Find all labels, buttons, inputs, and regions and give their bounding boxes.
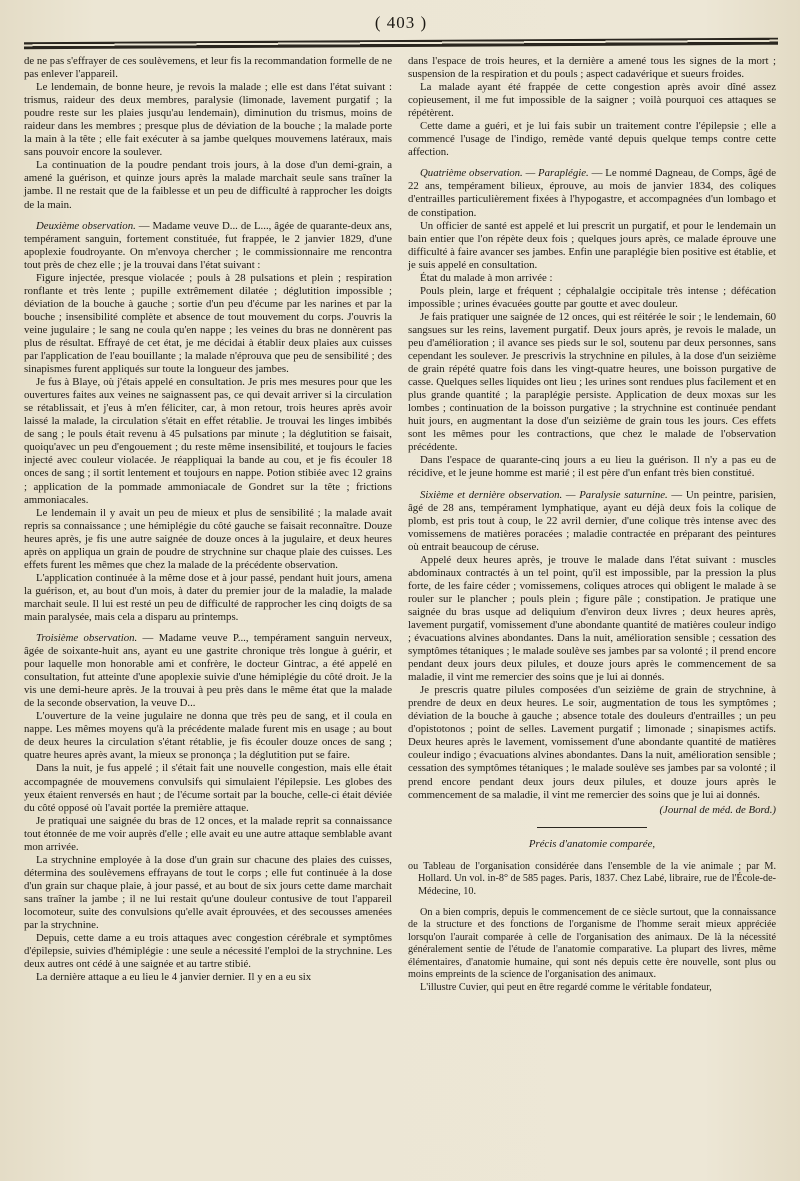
- paragraph: État du malade à mon arrivée :: [420, 271, 553, 284]
- journal-reference: (Journal de méd. de Bord.): [659, 803, 776, 816]
- paragraph: La continuation de la poudre pendant trois jours, à la dose d'un demi-grain, a amené la guérison, et quinze jours après la malade marchait seule sans traîner la jambe. Il ne restait que de la faiblesse et un peu de difficulté à rapprocher les doigts de la main.: [24, 159, 392, 211]
- paragraph: L'application continuée à la même dose et à jour passé, pendant huit jours, amena la guérison, et, au bout d'un mois, à dater du premier jour de la maladie, la malade marchait seule. Il lui est resté un peu de difficulté de rapprocher les cinq doigts de sa main paralysée, mais cela a disparu au printemps.: [24, 571, 392, 623]
- page-number: ( 403 ): [374, 13, 428, 32]
- paragraph: Cette dame a guéri, et je lui fais subir un traitement contre l'épilepsie ; elle a commencé l'usage de l'indigo, remède vanté depuis quelque temps contre cette affection.: [408, 120, 776, 159]
- observation-text: — Un peintre, parisien, âgé de 28 ans, tempérament lymphatique, ayant eu déjà deux fois la colique de plomb, est pris tout à coup, le 22 avril dernier, d'une colique très intense avec des vomissemens de matières poracées ; maladie contractée en préparant des peintures où entrait beaucoup de céruse.: [408, 488, 776, 553]
- book-review: [408, 861, 776, 995]
- paragraph: On a bien compris, depuis le commencement de ce siècle surtout, que la connaissance de la structure et des fonctions de l'organisme de l'homme serait mieux appréciée lorsqu'on l'aurait comparée à celle de l'organisation des animaux. De là la nécessité généralement sentie de l'étude de l'anatomie comparative. La plupart des livres, même élémentaires, d'anatomie humaine, qui sont nés depuis cette ère nouvelle, sont plus ou moins empreints de la science de l'organisation des animaux.: [408, 906, 776, 981]
- paragraph: Dans la nuit, je fus appelé ; il s'était fait une nouvelle congestion, mais elle était accompagnée de mouvemens convulsifs qui simulaient l'épilepsie. Les globes des yeux étaient renversés en haut ; de l'écume sortait par la bouche, celle-ci était déviée du côté opposé où l'avait portée la première attaque.: [24, 762, 392, 814]
- observation-3: [24, 632, 392, 710]
- paragraph: La strychnine employée à la dose d'un grain sur chacune des plaies des cuisses, détermina des soulèvemens effrayans de tout le corps ; elle fut continuée à la dose d'un grain sur chaque plaie, à jour passé, et au bout de six jours cette dame marchait sans traîner la jambe ; il ne lui restait qu'une douleur contusive de tout l'appareil locomoteur, suite des convulsions qu'elle avait éprouvées, et des secousses amenées par la strychnine.: [24, 853, 392, 932]
- paragraph: Dans l'espace de quarante-cinq jours a eu lieu la guérison. Il n'y a pas eu de récidive, et le jeune homme est marié ; il est père d'un enfant très bien constitué.: [408, 454, 776, 480]
- observation-text: — Le nommé Dagneau, de Comps, âgé de 22 ans, tempérament bilieux, éprouve, au mois de janvier 1834, des coliques d'entrailles particulièrement fixées à l'hypogastre, et accompagnées d'un lombago et de constipation.: [408, 167, 776, 219]
- paragraph: Je fais pratiquer une saignée de 12 onces, qui est réitérée le soir ; le lendemain, 60 sangsues sur les reins, lavement purgatif. Deux jours après, je revois le malade, un peu d'amélioration ; il avance ses pieds sur le sol, soutenu par deux personnes, sans cependant les soulever. Je prescrivis la strychnine en pilules, à la dose d'un seizième de grain répété quatre fois dans les vingt-quatre heures, une boisson purgative de casse. Quelques selles liquides ont lieu ; les urines sont rendues plus facilement et en plus grande quantité ; la paraplégie persiste. Application de deux moxas sur les lombes ; continuation de la boisson purgative ; la strychnine est continuée pendant huit jours, en augmentant la dose d'un seizième de grain tous les jours. Ces effets sont les mêmes pour les contractions, que chez le malade de l'observation précédente.: [408, 310, 776, 454]
- paragraph: Appelé deux heures après, je trouve le malade dans l'état suivant : muscles abdominaux contractés à un tel point, qu'il est impossible, par la pression la plus forte, de les faire céder ; vomissemens, coliques atroces qui obligent le malade à se rouler sur le plancher ; pouls plein ; figure pâle ; constipation. Je pratique une saignée du bras usque ad deliquium d'environ deux livres ; deux heures après, lavement purgatif, vomissement d'une abondante quantité de matières couleur indigo ; évacuations alvines abondantes. Dans la nuit, amélioration sensible ; cessation des symptômes tétaniques ; le malade soulève ses jambes par sa volonté ; il prend encore pendant deux jours deux pilules, et douze jours après le commencement de sa maladie, il vint me remercier des soins que je lui ai donnés.: [408, 553, 776, 684]
- paragraph: Pouls plein, large et fréquent ; céphalalgie occipitale très intense ; défécation impossible ; urines évacuées goutte par goutte et avec douleur.: [408, 284, 776, 310]
- right-column: [408, 55, 776, 995]
- paragraph: Le lendemain, de bonne heure, je revois la malade ; elle est dans l'état suivant : trismus, raideur des deux membres, paralysie (limonade, lavement purgatif ; la poudre reste sur les plaies jusqu'au lendemain), diminution du trismus, moins de raideur dans les membres ; presque plus de déviation de la bouche ; la malade porte la main à la tête ; elle fait exécuter à sa jambe quelques mouvemens latéraux, mais sans pouvoir encore la soulever.: [24, 81, 392, 159]
- paragraph: L'illustre Cuvier, qui peut en être regardé comme le véritable fondateur,: [420, 982, 712, 994]
- observation-title: Sixième et dernière observation. — Paralysie saturnine.: [420, 488, 668, 501]
- observation-text: — Madame veuve P..., tempérament sanguin nerveux, âgée de soixante-huit ans, ayant eu une gastrite chronique très longue à guérir, et pour laquelle mon honorable ami et confrère, le docteur Gintrac, a été appelé en consultation, fut atteinte d'une apoplexie suivie d'une hémiplégie du côté droit. Je la vis une demi-heure après. Je la trouvai à peu près dans le même état que la malade de la seconde observation, la veuve D...: [24, 632, 392, 710]
- paragraph: La dernière attaque a eu lieu le 4 janvier dernier. Il y en a eu six: [36, 971, 312, 984]
- left-column: [24, 55, 392, 995]
- paragraph: Je pratiquai une saignée du bras de 12 onces, et la malade reprit sa connaissance tout étonnée de me voir auprès d'elle ; elle avait eu une autre attaque semblable avant mon arrivée.: [24, 814, 392, 853]
- paragraph: Depuis, cette dame a eu trois attaques avec congestion cérébrale et symptômes d'épilepsie, suivies d'hémiplégie : une seule a nécessité l'emploi de la strychnine. Les deux autres ont cédé à une saignée et au tartre stibié.: [24, 932, 392, 971]
- observation-2: [24, 220, 392, 272]
- observation-title: Troisième observation.: [36, 632, 138, 645]
- book-reference: ou Tableau de l'organisation considérée dans l'ensemble de la vie animale ; par M. Hollard. Un vol. in-8° de 585 pages. Paris, 1837. Chez Labé, libraire, rue de l'École-de-Médecine, 10.: [408, 860, 776, 897]
- paragraph: Figure injectée, presque violacée ; pouls à 28 pulsations et plein ; respiration ronflante et très lente ; pupille extrêmement dilatée ; déglutition impossible ; déviation de la bouche à gauche ; sortie d'un peu d'écume par les narines et par la bouche ; insensibilité complète et absence de tout mouvement du corps. J'ouvris la veine jugulaire ; le sang ne coula qu'en nappe ; les veines du bras ne donnèrent pas plus de résultat. Effrayé de cet état, je me décidai à établir deux plaies aux cuisses par l'application de l'eau bouillante ; la malade n'éprouva que peu de sensibilité ; des sinapismes furent appliqués sur toute la longueur des jambes.: [24, 271, 392, 376]
- paragraph: La malade ayant été frappée de cette congestion après avoir dîné assez copieusement, il me fut impossible de la saigner ; voilà pourquoi ces attaques se répétèrent.: [408, 81, 776, 120]
- section-divider: [537, 827, 647, 828]
- observation-title: Quatrième observation. — Paraplégie.: [420, 167, 589, 180]
- observation-title: Deuxième observation.: [36, 219, 136, 232]
- paragraph: Le lendemain il y avait un peu de mieux et plus de sensibilité ; la malade avait repris sa connaissance ; une hémiplégie du côté gauche se faisait reconnaître. Douze heures après, je fis une autre saignée de douze onces à la jugulaire, et deux heures après on appliqua un grain de poudre de strychnine sur chaque plaie des cuisses. Les effets furent les mêmes que chez la malade de la précédente observation.: [24, 506, 392, 571]
- paragraph: de ne pas s'effrayer de ces soulèvemens, et leur fis la recommandation formelle de ne pas enlever l'appareil.: [24, 55, 392, 81]
- paragraph: dans l'espace de trois heures, et la dernière a amené tous les signes de la mort ; suspension de la respiration et du pouls ; aspect cadavérique et sueurs froides.: [408, 55, 776, 81]
- section-title: Précis d'anatomie comparée,: [528, 837, 656, 850]
- paragraph: L'ouverture de la veine jugulaire ne donna que très peu de sang, et il coula en nappe. Les mêmes moyens qu'à la précédente malade furent mis en usage ; au bout de deux heures la circulation s'étant rétablie, je fis écouler douze onces de sang ; quatre heures après avant, la mieux se prononça ; la déglutition put se faire.: [24, 710, 392, 762]
- paragraph: Je prescris quatre pilules composées d'un seizième de grain de strychnine, à prendre de deux en deux heures. Le soir, augmentation de tous les symptômes ; déviation de la bouche à gauche ; absence totale des douleurs d'entrailles ; un peu d'opistotonos ; point de selles. Lavement purgatif ; limonade ; sinapismes actifs. Deux heures après le lavement, vomissement d'une abondante quantité de matières couleur indigo ; évacuations alvines abondantes. Dans la nuit, amélioration sensible ; cessation des symptômes tétaniques ; le malade soulève ses jambes par sa volonté ; il prend encore pendant deux jours deux pilules, et douze jours après le commencement de sa maladie, il vint me remercier des soins que je lui ai donnés.: [408, 684, 776, 801]
- header-rule: [24, 38, 778, 50]
- observation-text: — Madame veuve D... de L..., âgée de quarante-deux ans, tempérament sanguin, fortement constituée, fut frappée, le 2 janvier 1829, d'une apoplexie foudroyante. On m'envoya chercher ; le commissionnaire me rencontra tout près de chez elle ; je la trouvai dans l'état suivant :: [24, 219, 392, 271]
- two-column-body: [24, 55, 778, 995]
- observation-4: [408, 167, 776, 219]
- paragraph: Un officier de santé est appelé et lui prescrit un purgatif, et pour le lendemain un bain entier que l'on répète deux fois ; quelques jours après, ce malade éprouve une difficulté à faire avancer ses jambes. Enfin une paraplégie bien positive est établie, et je suis appelé en consultation.: [408, 219, 776, 271]
- observation-6: [408, 489, 776, 554]
- paragraph: Je fus à Blaye, où j'étais appelé en consultation. Je pris mes mesures pour que les ouvertures faites aux veines ne saignassent pas, ce qui devait arriver si la circulation se rétablissait, et j'eus à m'en féliciter, car, à mon retour, trois heures après avoir laissé la malade, la circulation s'était en effet rétablie. Je trouvai les linges imbibés de sang ; le pouls était revenu à 45 pulsations par minute ; la déglutition se faisait, quoiqu'avec un peu d'engouement ; du reste même insensibilité, et toujours le facies injecté avec couleur violacée. Je réappliquai la bande au cou, et je fis écouler 18 onces de sang ; il sortit lentement et toujours en nappe. Potion stibiée avec 12 grains ; application de la pommade ammoniacale de Gondret sur la tête ; frictions ammoniacales.: [24, 376, 392, 506]
